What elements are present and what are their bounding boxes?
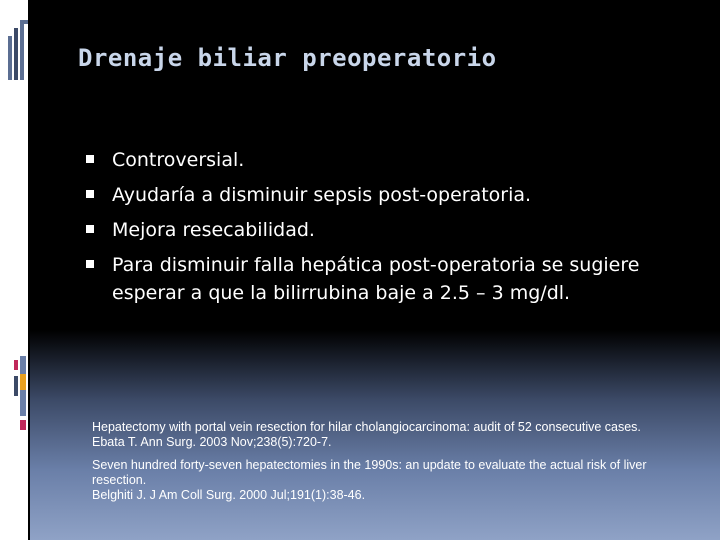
references: [92, 420, 682, 511]
reference-item: [92, 458, 682, 503]
reference-title: Hepatectomy with portal vein resection for hilar cholangiocarcinoma: audit of 52 consecutive cases.: [92, 420, 641, 434]
bullet-text: Mejora resecabilidad.: [112, 219, 315, 241]
square-bullet-icon: [86, 260, 94, 268]
reference-title: Seven hundred forty-seven hepatectomies in the 1990s: an update to evaluate the actual risk of liver resection.: [92, 458, 647, 487]
bullet-item: [84, 251, 684, 307]
reference-citation: Belghiti J. J Am Coll Surg. 2000 Jul;191(1):38-46.: [92, 488, 366, 502]
left-divider: [28, 0, 30, 540]
left-margin-bar: [0, 0, 28, 540]
bullet-list: [84, 146, 684, 314]
bullet-text: Ayudaría a disminuir sepsis post-operatoria.: [112, 184, 532, 206]
bullet-item: [84, 216, 684, 244]
decorative-bar: [14, 28, 18, 80]
bullet-item: [84, 146, 684, 174]
decorative-bar: [20, 374, 26, 390]
decorative-bar: [14, 360, 18, 370]
slide-title: Drenaje biliar preoperatorio: [78, 44, 497, 72]
decorative-bar: [20, 20, 28, 24]
decorative-bar: [20, 20, 24, 80]
decorative-bar: [8, 36, 12, 80]
reference-item: [92, 420, 682, 450]
decorative-bar: [14, 376, 18, 396]
reference-citation: Ebata T. Ann Surg. 2003 Nov;238(5):720-7.: [92, 435, 332, 449]
bullet-item: [84, 181, 684, 209]
square-bullet-icon: [86, 225, 94, 233]
bullet-text: Para disminuir falla hepática post-operatoria se sugiere esperar a que la bilirrubina baje a 2.5 – 3 mg/dl.: [112, 254, 640, 304]
square-bullet-icon: [86, 190, 94, 198]
square-bullet-icon: [86, 155, 94, 163]
bullet-text: Controversial.: [112, 149, 245, 171]
decorative-bar: [20, 420, 26, 430]
